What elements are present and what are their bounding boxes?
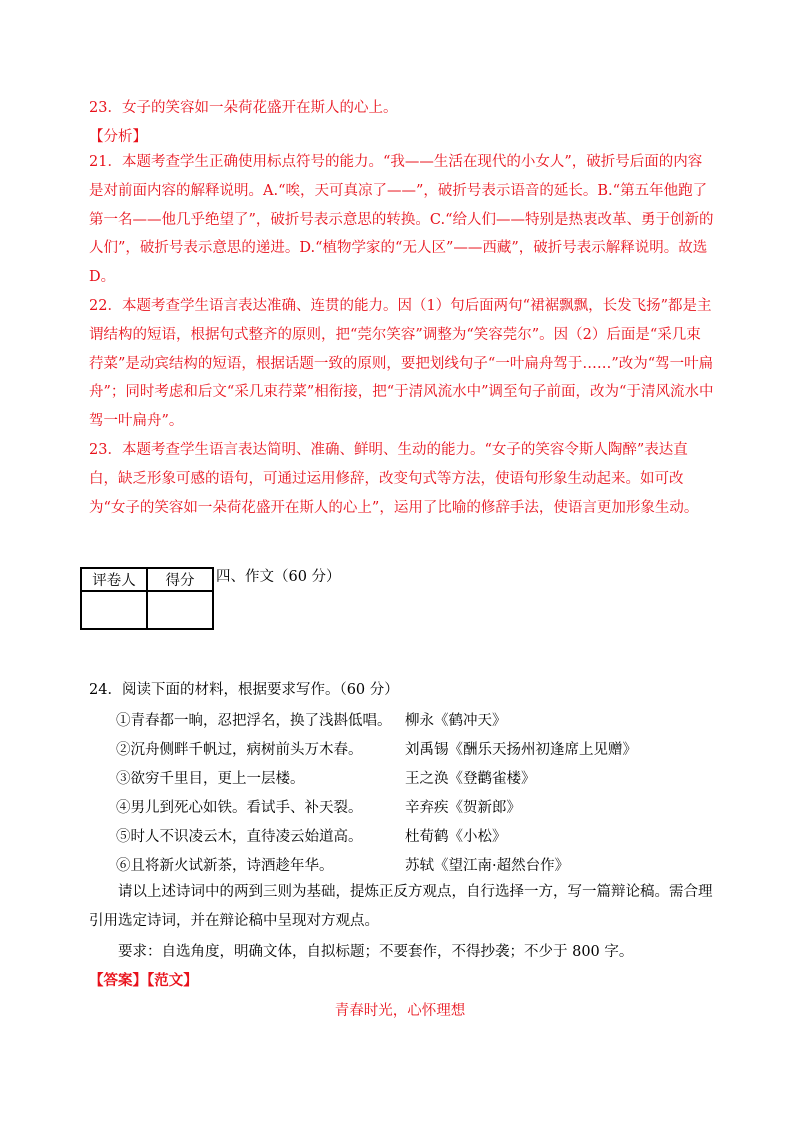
- answer-label: 【答案】: [89, 972, 147, 989]
- score-table: [80, 567, 214, 630]
- grader-cell[interactable]: [81, 591, 147, 629]
- essay-title: 青春时光，心怀理想: [334, 1003, 466, 1019]
- poem-line: ③欲穷千里目，更上一层楼。: [116, 771, 305, 787]
- requirements: 要求：自选角度，明确文体，自拟标题；不要套作，不得抄袭；不少于 800 字。: [118, 944, 634, 960]
- section-title: 四、作文（60 分）: [216, 569, 341, 585]
- poem-source: 苏轼《望江南·超然台作》: [405, 858, 570, 874]
- poem-source: 辛弃疾《贺新郎》: [405, 800, 521, 816]
- score-header: 得分: [147, 568, 213, 591]
- question-24: 24．阅读下面的材料，根据要求写作。（60 分）: [89, 682, 399, 698]
- poem-source: 杜荀鹤《小松》: [405, 829, 507, 845]
- sample-label: 【范文】: [147, 972, 198, 989]
- poem-line: ②沉舟侧畔千帆过，病树前头万木春。: [116, 742, 363, 758]
- poem-line: ①青春都一晌，忍把浮名，换了浅斟低唱。: [116, 713, 392, 729]
- analysis-label: 【分析】: [89, 129, 147, 145]
- analysis-21: 21．本题考查学生正确使用标点符号的能力。“我——生活在现代的小女人”，破折号后面的内容是对前面内容的解释说明。A.“唉，天可真凉了——”，破折号表示语音的延长。B.“第五年他跑了第一名——他几乎绝望了”，破折号表示意思的转换。C.“给人们——特别是热衷改革、勇于创新的人们”，破折号表示意思的递进。D.“植物学家的“无人区”——西藏”，破折号表示解释说明。故选 D。: [89, 154, 714, 286]
- poem-line: ⑤时人不识凌云木，直待凌云始道高。: [116, 829, 363, 845]
- instruction: 请以上述诗词中的两到三则为基础，提炼正反方观点，自行选择一方，写一篇辩论稿。需合理引用选定诗词，并在辩论稿中呈现对方观点。: [89, 884, 713, 929]
- analysis-22: 22．本题考查学生语言表达准确、连贯的能力。因（1）句后面两句“裙裾飘飘，长发飞扬”都是主谓结构的短语，根据句式整齐的原则，把“莞尔笑容”调整为“笑容莞尔”。因（2）后面是“采几束荇菜”是动宾结构的短语，根据话题一致的原则，要把划线句子“一叶扁舟驾于……”改为“驾一叶扁舟”；同时考虑和后文“采几束荇菜”相衔接，把“于清风流水中”调至句子前面，改为“于清风流水中驾一叶扁舟”。: [89, 297, 714, 430]
- poem-line: ⑥且将新火试新茶，诗酒趁年华。: [116, 858, 334, 874]
- poem-source: 柳永《鹤冲天》: [405, 713, 507, 729]
- grader-header: 评卷人: [81, 568, 147, 591]
- analysis-block: [89, 148, 715, 522]
- poem-source: 王之涣《登鹳雀楼》: [405, 771, 536, 787]
- poem-source: 刘禹锡《酬乐天扬州初逢席上见赠》: [405, 742, 637, 758]
- answer-23: 23．女子的笑容如一朵荷花盛开在斯人的心上。: [89, 100, 398, 116]
- poem-line: ④男儿到死心如铁。看试手、补天裂。: [116, 800, 363, 816]
- analysis-23: 23．本题考查学生语言表达简明、准确、鲜明、生动的能力。“女子的笑容令斯人陶醉”表达直白，缺乏形象可感的语句，可通过运用修辞，改变句式等方法，使语句形象生动起来。如可改为“女子的笑容如一朵荷花盛开在斯人的心上”，运用了比喻的修辞手法，使语言更加形象生动。: [89, 441, 699, 516]
- score-cell[interactable]: [147, 591, 213, 629]
- answer-label-row: [89, 971, 198, 991]
